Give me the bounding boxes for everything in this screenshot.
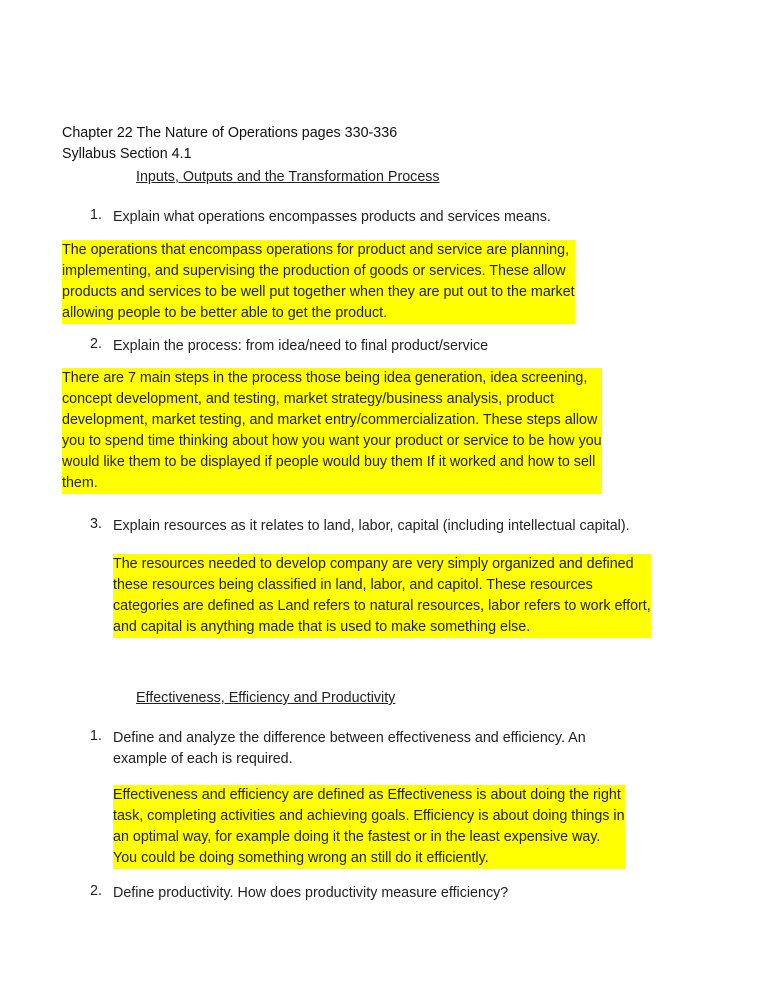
title-line: Syllabus Section 4.1: [62, 146, 192, 162]
question-text: Define and analyze the difference between effectiveness and efficiency. An: [113, 730, 586, 746]
question: [90, 516, 630, 537]
answer-line: Effectiveness and efficiency are defined as Effectiveness is about doing the right: [113, 787, 621, 803]
answer-line: task, completing activities and achieving goals. Efficiency is about doing things in: [113, 808, 625, 824]
answer-line: an optimal way, for example doing it the fastest or in the least expensive way.: [113, 829, 601, 845]
question-number: 1.: [90, 728, 102, 744]
document-title: [62, 123, 397, 165]
answer-line: concept development, and testing, market strategy/business analysis, product: [62, 391, 554, 407]
answer-line: development, market testing, and market entry/commercialization. These steps allow: [62, 412, 598, 428]
question-number: 2.: [90, 336, 102, 352]
answer-line: them.: [62, 475, 98, 491]
question-number: 1.: [90, 207, 102, 223]
answer-line: implementing, and supervising the production of goods or services. These allow: [62, 263, 566, 279]
question-text: Define productivity. How does productivity measure efficiency?: [113, 885, 509, 901]
answer-line: The operations that encompass operations for product and service are planning,: [62, 242, 570, 258]
question-text: Explain the process: from idea/need to final product/service: [113, 338, 489, 354]
answer-line: The resources needed to develop company are very simply organized and defined: [113, 556, 634, 572]
answer-line: and capital is anything made that is used to make something else.: [113, 619, 531, 635]
answer-line: allowing people to be better able to get the product.: [62, 305, 388, 321]
question-number: 2.: [90, 883, 102, 899]
answer-line: products and services to be well put together when they are put out to the market: [62, 284, 575, 300]
section-heading: Effectiveness, Efficiency and Productivity: [136, 690, 396, 706]
question: [90, 883, 509, 904]
question: [90, 336, 489, 357]
question: [90, 207, 551, 228]
answer-line: you to spend time thinking about how you want your product or service to be how you: [62, 433, 602, 449]
question-text: example of each is required.: [113, 751, 293, 767]
answer: [62, 368, 602, 494]
question: [90, 728, 586, 770]
answer-line: would like them to be displayed if people would buy them If it worked and how to sell: [62, 454, 596, 470]
question-text: Explain resources as it relates to land, labor, capital (including intellectual capital).: [113, 518, 630, 534]
answer-line: You could be doing something wrong an still do it efficiently.: [113, 850, 489, 866]
answer: [62, 240, 575, 324]
title-line: Chapter 22 The Nature of Operations pages 330-336: [62, 125, 398, 141]
question-number: 3.: [90, 516, 102, 532]
section-heading: Inputs, Outputs and the Transformation Process: [136, 169, 440, 185]
answer-line: There are 7 main steps in the process those being idea generation, idea screening,: [62, 370, 588, 386]
answer: [113, 554, 651, 638]
question-text: Explain what operations encompasses products and services means.: [113, 209, 551, 225]
answer-line: these resources being classified in land, labor, and capitol. These resources: [113, 577, 593, 593]
answer: [113, 785, 625, 869]
answer-line: categories are defined as Land refers to natural resources, labor refers to work effort,: [113, 598, 651, 614]
